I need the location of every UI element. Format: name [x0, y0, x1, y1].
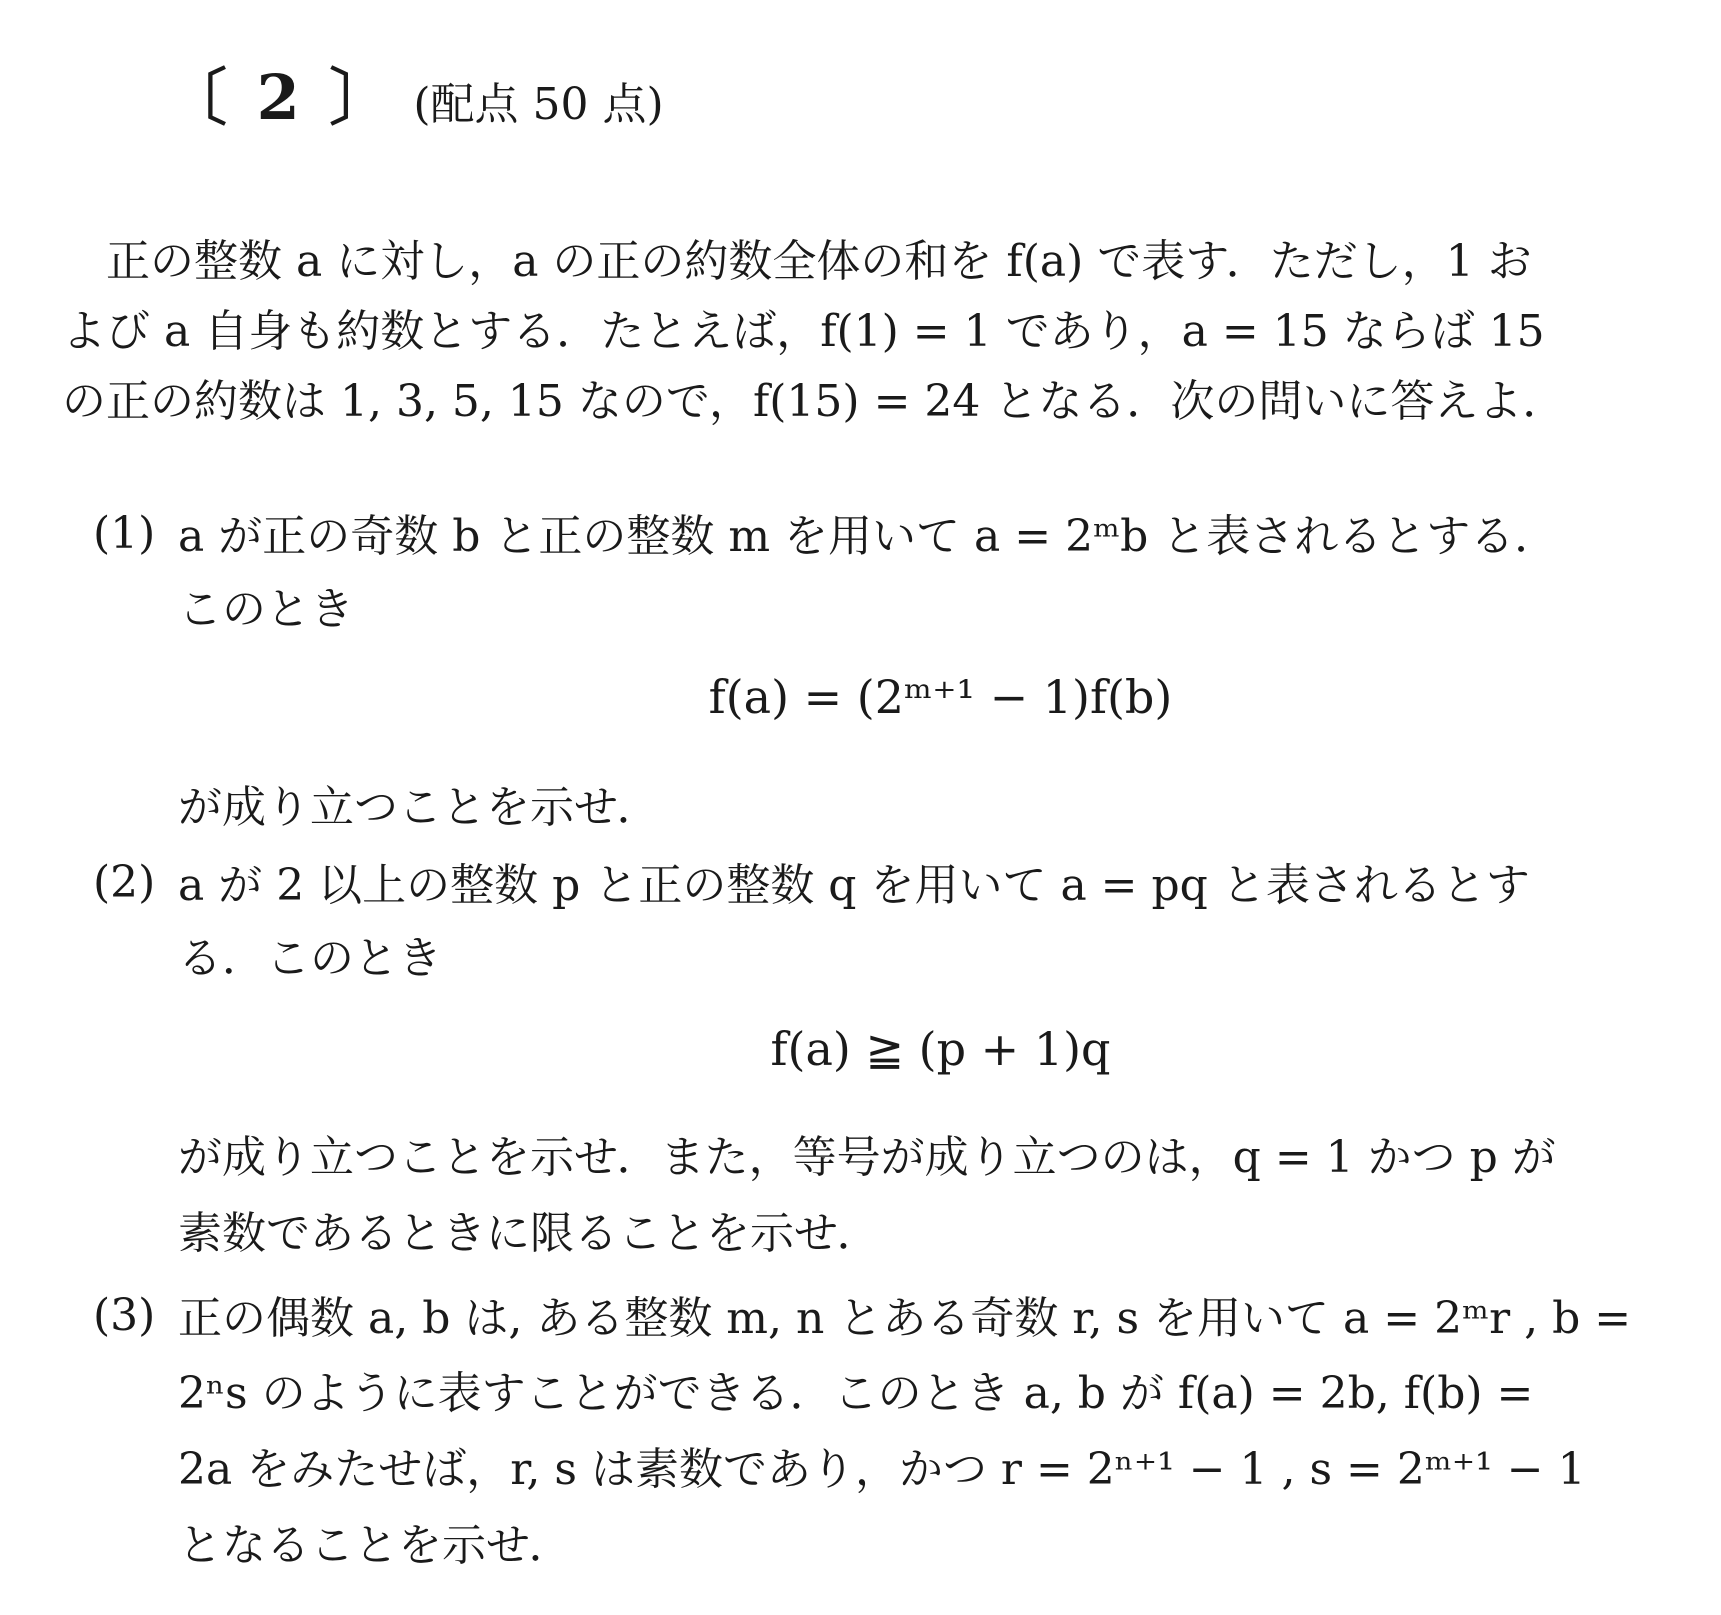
q1-label: (1) [93, 508, 156, 559]
q1-equation: f(a) = (2ᵐ⁺¹ − 1)f(b) [708, 670, 1173, 724]
q3-line-3: 2a をみたせば，r, s は素数であり，かつ r = 2ⁿ⁺¹ − 1 , s = 2ᵐ⁺¹ − 1 [178, 1444, 1586, 1495]
q1-line-3: が成り立つことを示せ． [178, 782, 661, 833]
problem-heading [165, 48, 664, 137]
q2-line-2: る．このとき [178, 933, 442, 984]
points-label: (配点 50 点) [413, 79, 664, 130]
q3-line-4: となることを示せ． [178, 1520, 573, 1571]
q2-equation: f(a) ≧ (p + 1)q [770, 1022, 1111, 1076]
intro-line-3: の正の約数は 1, 3, 5, 15 なので，f(15) = 24 となる．次の問いに答えよ． [62, 376, 1567, 427]
intro-line-2: よび a 自身も約数とする．たとえば，f(1) = 1 であり，a = 15 ならば 15 [62, 306, 1545, 357]
problem-number: 〔 2 〕 [165, 61, 396, 134]
q3-line-2: 2ⁿs のように表すことができる．このとき a, b が f(a) = 2b, f(b) = [178, 1368, 1534, 1419]
q2-label: (2) [93, 857, 156, 908]
q3-label: (3) [93, 1290, 156, 1341]
q2-line-3: が成り立つことを示せ．また，等号が成り立つのは，q = 1 かつ p が [178, 1132, 1556, 1183]
q2-line-1: a が 2 以上の整数 p と正の整数 q を用いて a = pq と表されるとす [178, 860, 1530, 911]
q1-line-2: このとき [178, 584, 354, 635]
q2-line-4: 素数であるときに限ることを示せ． [178, 1208, 881, 1259]
q1-line-1: a が正の奇数 b と正の整数 m を用いて a = 2ᵐb と表されるとする． [178, 511, 1559, 562]
q3-line-1: 正の偶数 a, b は, ある整数 m, n とある奇数 r, s を用いて a = 2ᵐr , b = [178, 1293, 1632, 1344]
intro-line-1: 正の整数 a に対し，a の正の約数全体の和を f(a) で表す．ただし，1 お [62, 236, 1532, 287]
